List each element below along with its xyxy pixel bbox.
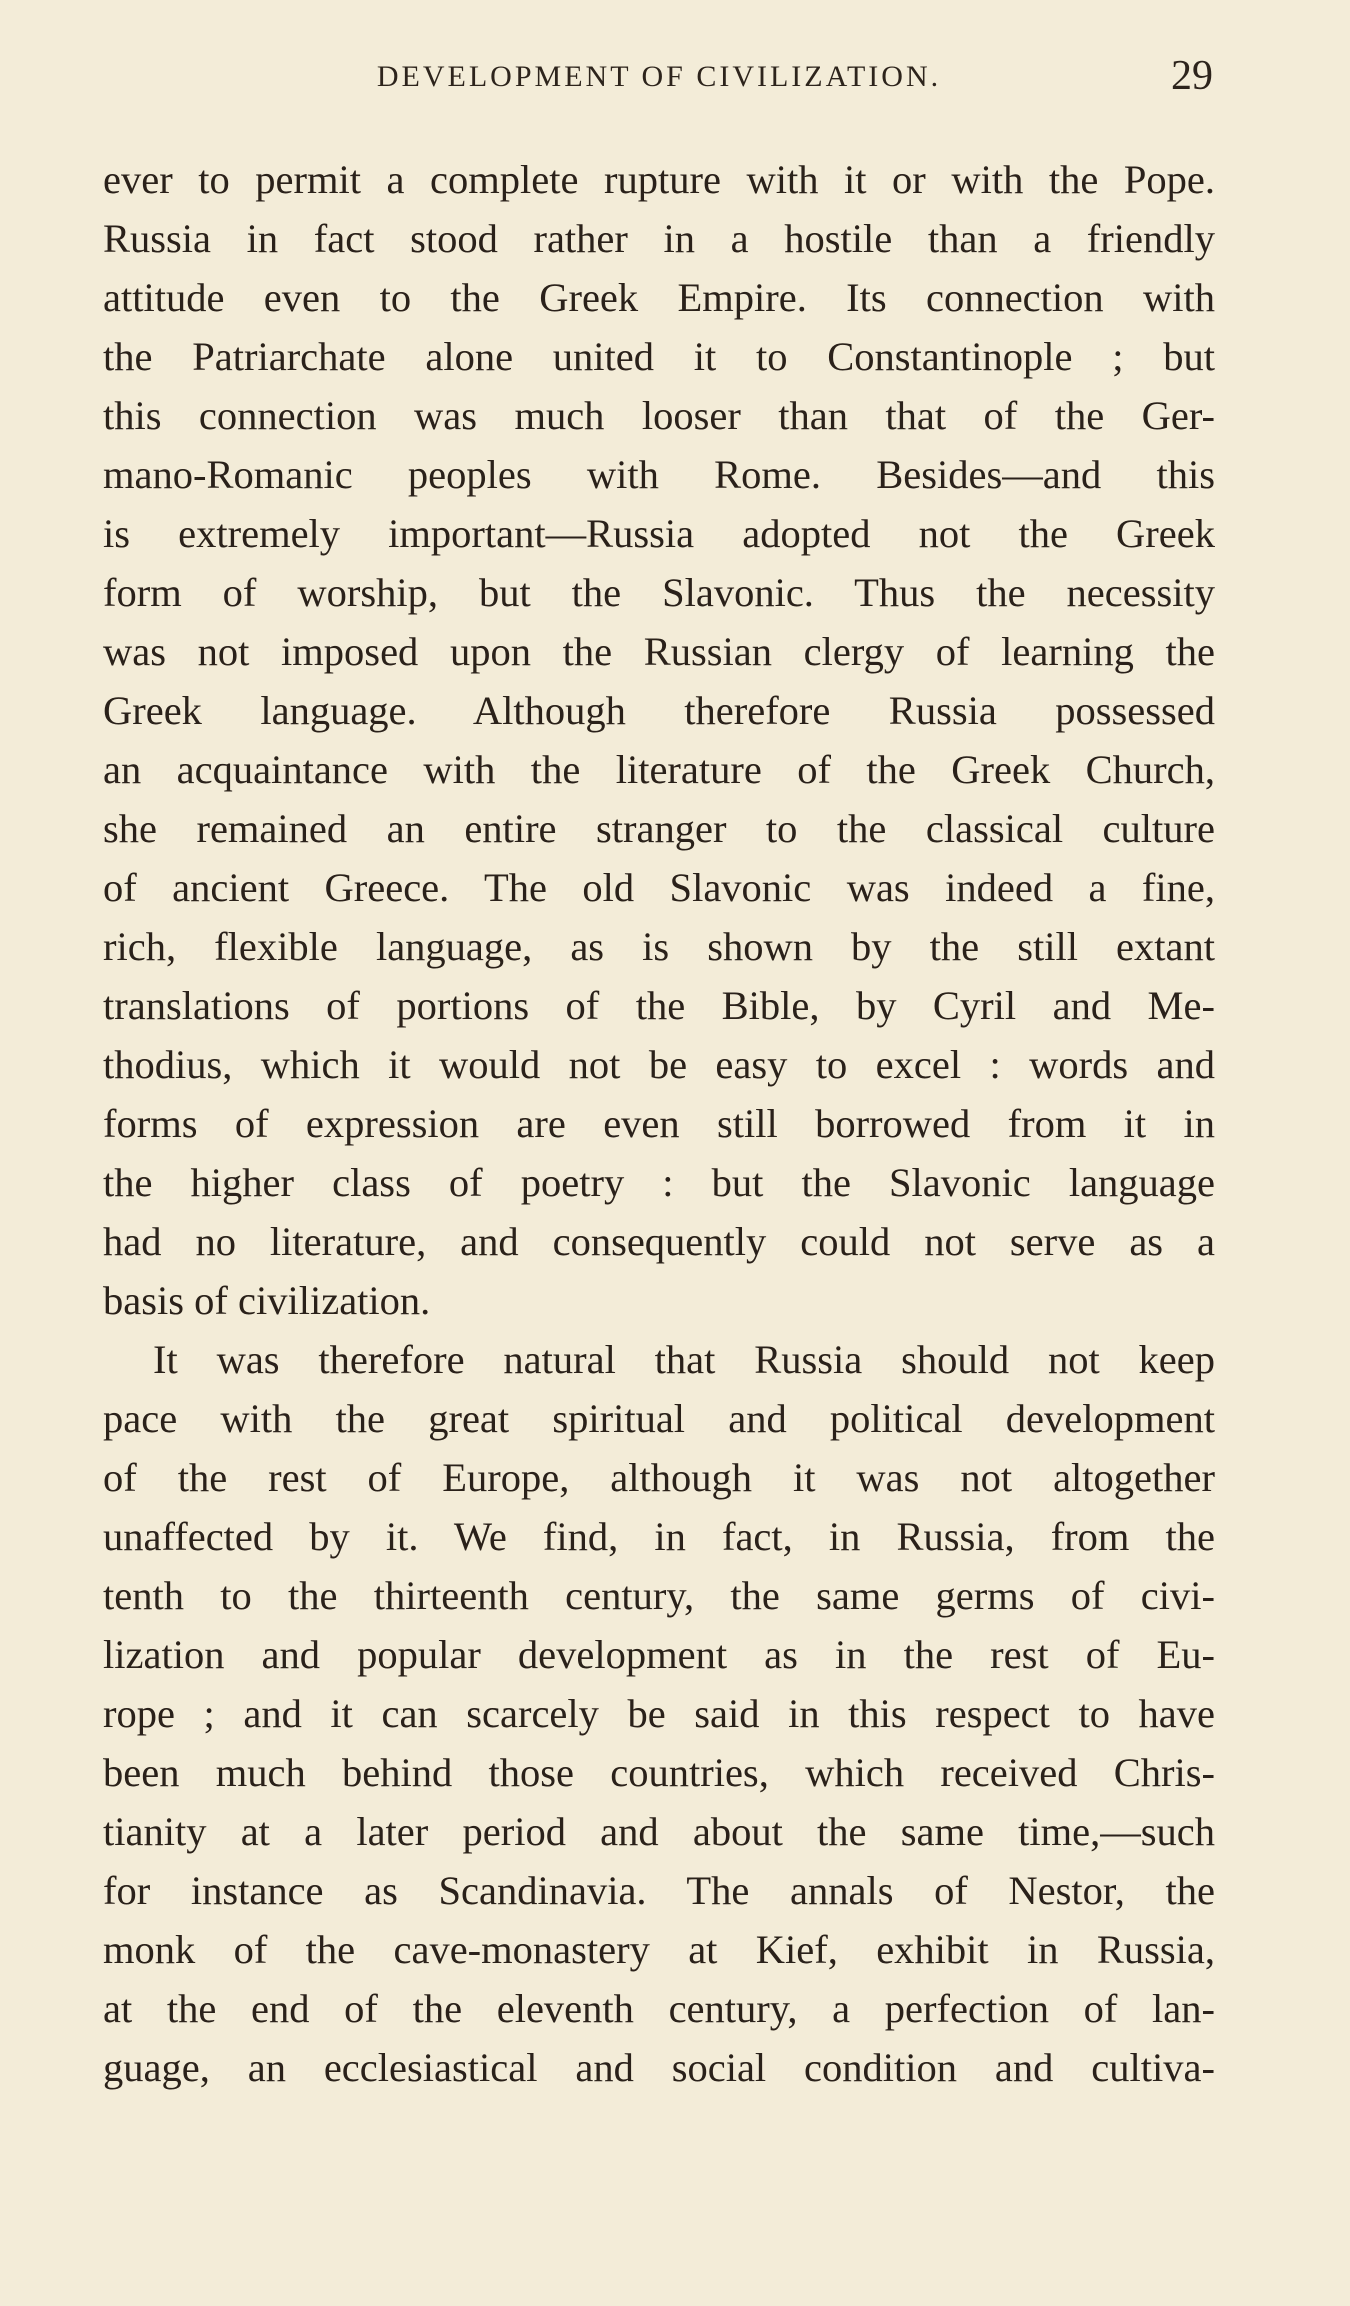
text-line: is extremely important—Russia adopted not the Greek [103,511,1215,556]
text-line: rich, flexible language, as is shown by the still extant [103,924,1215,969]
running-head [105,52,1213,104]
text-line: had no literature, and consequently could not serve as a [103,1219,1215,1264]
text-line: of the rest of Europe, although it was not altogether [103,1455,1215,1500]
text-line: this connection was much looser than that of the Ger- [103,393,1215,438]
text-line: was not imposed upon the Russian clergy of learning the [103,629,1215,674]
body-text [103,150,1215,2097]
text-line: tianity at a later period and about the same time,—such [103,1809,1215,1854]
text-line: unaffected by it. We find, in fact, in Russia, from the [103,1514,1215,1559]
text-line: guage, an ecclesiastical and social condition and cultiva- [103,2045,1215,2090]
text-line: of ancient Greece. The old Slavonic was indeed a fine, [103,865,1215,910]
text-line: ever to permit a complete rupture with it or with the Pope. [103,157,1215,202]
text-line: forms of expression are even still borrowed from it in [103,1101,1215,1146]
text-line: translations of portions of the Bible, by Cyril and Me- [103,983,1215,1028]
text-line: Greek language. Although therefore Russia possessed [103,688,1215,733]
text-line: an acquaintance with the literature of the Greek Church, [103,747,1215,792]
text-line: been much behind those countries, which received Chris- [103,1750,1215,1795]
text-line: form of worship, but the Slavonic. Thus the necessity [103,570,1215,615]
text-line: attitude even to the Greek Empire. Its connection with [103,275,1215,320]
text-line: mano-Romanic peoples with Rome. Besides—and this [103,452,1215,497]
text-line: monk of the cave-monastery at Kief, exhibit in Russia, [103,1927,1215,1972]
text-line: pace with the great spiritual and political development [103,1396,1215,1441]
text-line: Russia in fact stood rather in a hostile than a friendly [103,216,1215,261]
text-line: she remained an entire stranger to the classical culture [103,806,1215,851]
text-line: thodius, which it would not be easy to excel : words and [103,1042,1215,1087]
text-line: It was therefore natural that Russia should not keep [153,1337,1215,1382]
text-line: for instance as Scandinavia. The annals of Nestor, the [103,1868,1215,1913]
running-title: DEVELOPMENT OF CIVILIZATION. [376,60,942,93]
page-number: 29 [1171,53,1213,99]
text-line: the higher class of poetry : but the Slavonic language [103,1160,1215,1205]
text-line: tenth to the thirteenth century, the same germs of civi- [103,1573,1215,1618]
text-line: the Patriarchate alone united it to Constantinople ; but [103,334,1215,379]
text-line: at the end of the eleventh century, a perfection of lan- [103,1986,1215,2031]
text-line: basis of civilization. [103,1278,431,1323]
text-line: lization and popular development as in the rest of Eu- [103,1632,1215,1677]
text-line: rope ; and it can scarcely be said in this respect to have [103,1691,1215,1736]
